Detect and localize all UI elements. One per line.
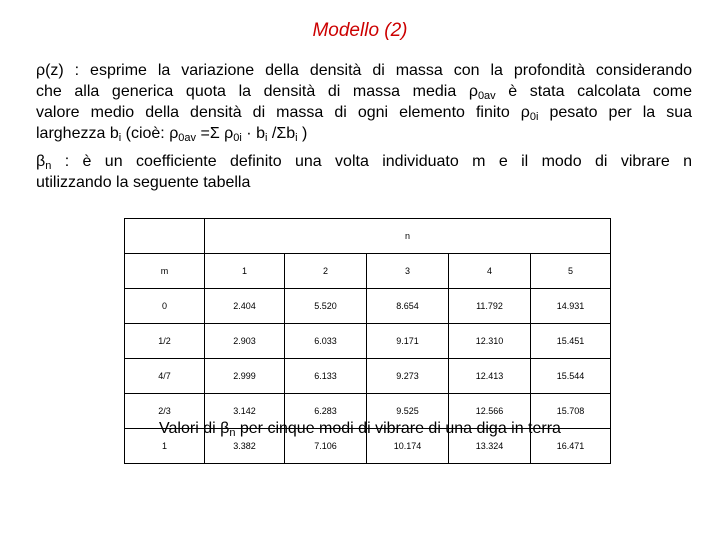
m-value: 0 [125,289,205,324]
n-header: n [205,219,611,254]
beta-line-2: utilizzando la seguente tabella [36,174,251,191]
n-value: 3 [367,254,449,289]
table-cell: 15.708 [531,394,611,429]
table-cell: 2.903 [205,324,285,359]
table-cell: 15.544 [531,359,611,394]
table-cell: 10.174 [367,429,449,464]
table-cell: 9.525 [367,394,449,429]
rho-line-2: che alla generica quota la densità di massa media $\rho_{0av}$ è stata calcolata come [36,83,692,102]
table-cell: 2.404 [205,289,285,324]
table-cell: 12.413 [449,359,531,394]
table-cell: 16.471 [531,429,611,464]
table-cell: 6.283 [285,394,367,429]
n-value: 4 [449,254,531,289]
table-header-row [125,219,611,254]
beta-description [36,151,692,193]
table-cell: 2.999 [205,359,285,394]
table-cell: 5.520 [285,289,367,324]
rho-description [36,60,692,144]
rho-line-3: valore medio della densità di massa di ogni elemento finito $\rho_{0i}$ pesato per la sua [36,104,692,123]
table-row [125,254,611,289]
rho-line-1: ρ(z) : esprime la variazione della densità di massa con la profondità considerando [36,62,692,79]
table-cell: 7.106 [285,429,367,464]
table-cell: 15.451 [531,324,611,359]
beta-line-1: $\beta_n$ : è un coefficiente definito una volta individuato m e il modo di vibrare n [36,153,692,172]
table-cell: 3.142 [205,394,285,429]
table-cell: 6.133 [285,359,367,394]
table-cell: 11.792 [449,289,531,324]
table-cell: 6.033 [285,324,367,359]
table-cell: 12.566 [449,394,531,429]
m-value: 2/3 [125,394,205,429]
m-value: 1/2 [125,324,205,359]
table-caption: Valori di $\beta_n$ per cinque modi di vibrare di una diga in terra [159,420,561,439]
table-cell: 13.324 [449,429,531,464]
n-value: 1 [205,254,285,289]
n-value: 2 [285,254,367,289]
table-corner-cell [125,219,205,254]
m-value: 1 [125,429,205,464]
n-value: 5 [531,254,611,289]
m-header: m [125,254,205,289]
table-row [125,289,611,324]
table-cell: 14.931 [531,289,611,324]
table-cell: 9.171 [367,324,449,359]
table-cell: 3.382 [205,429,285,464]
table-cell: 9.273 [367,359,449,394]
rho-line-4: larghezza $b_i$ (cioè: $\rho_{0av} =\Sigma$ $\rho_{0i} \cdot b_i$ $/\Sigma b_i$ ) [36,125,308,144]
m-value: 4/7 [125,359,205,394]
table-row [125,359,611,394]
table-cell: 12.310 [449,324,531,359]
table-row [125,324,611,359]
page-title: Modello (2) [312,20,408,41]
table-cell: 8.654 [367,289,449,324]
